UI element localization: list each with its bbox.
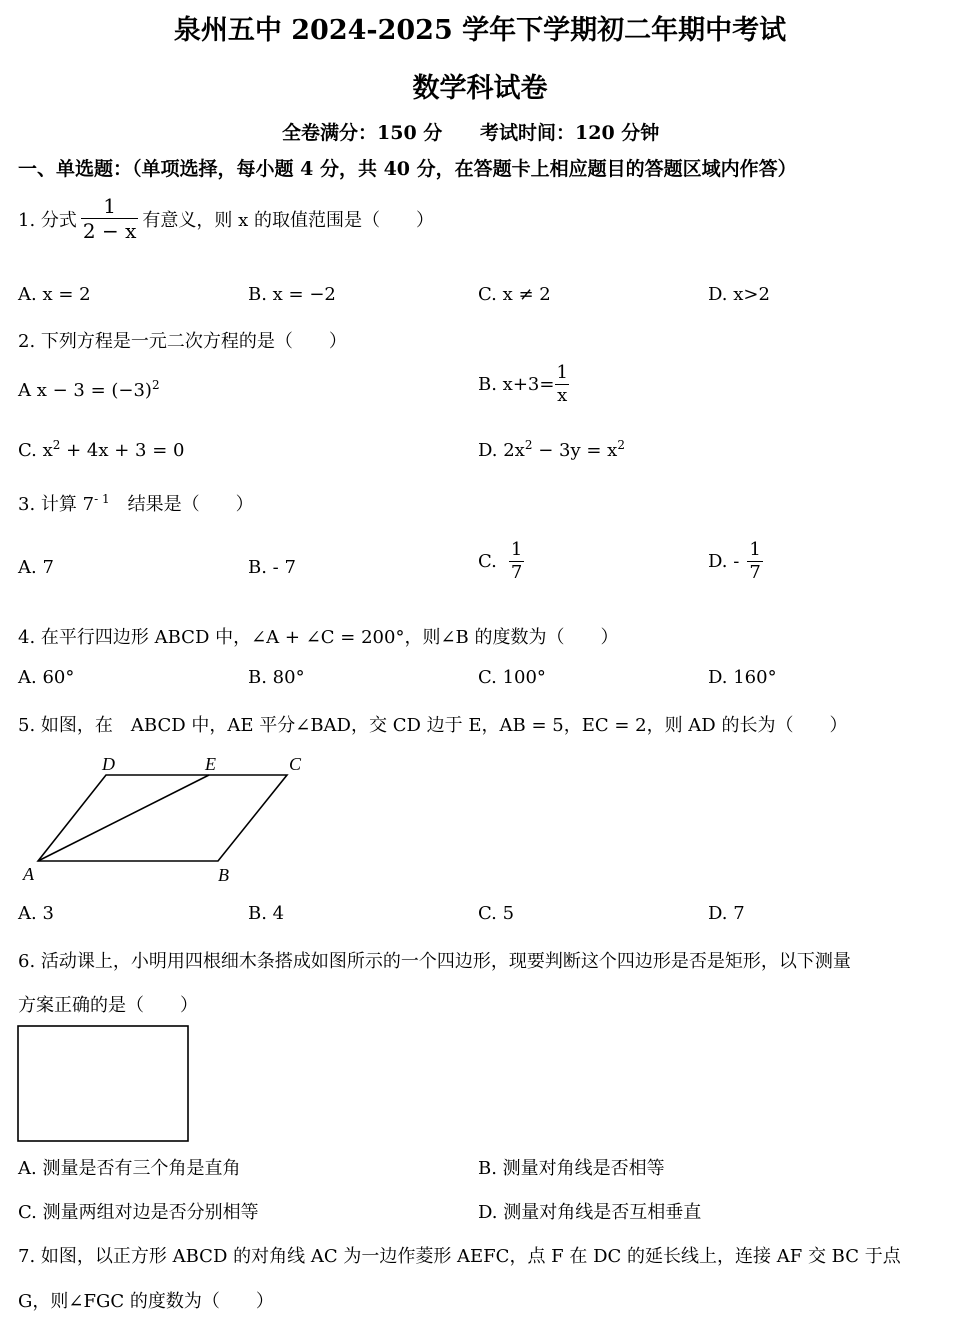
parallelogram-figure <box>10 748 330 888</box>
q2-a-sup: 2 <box>151 378 160 392</box>
q3-c-label: C. <box>478 551 497 572</box>
q2-option-a[interactable] <box>18 378 160 401</box>
label-b: B <box>218 865 229 885</box>
q2-b-num: 1 <box>556 362 568 383</box>
subject-title: 数学科试卷 <box>412 73 548 104</box>
q6-option-b[interactable]: B. 测量对角线是否相等 <box>478 1158 665 1179</box>
q2-d-sup1: 2 <box>524 438 533 452</box>
q2-option-d[interactable] <box>478 438 625 461</box>
q5-option-c[interactable]: C. 5 <box>478 903 515 924</box>
section-heading: 一、单选题：（单项选择，每小题 4 分，共 40 分，在答题卡上相应题目的答题区域内作答） <box>18 158 797 180</box>
question-6-line1: 6. 活动课上，小明用四根细木条搭成如图所示的一个四边形，现要判断这个四边形是否是矩形，以下测量 <box>18 951 851 972</box>
q3-d-label: D. - <box>708 551 740 572</box>
label-a: A <box>23 864 34 884</box>
label-c: C <box>289 754 302 774</box>
q2-b-den: x <box>557 385 568 406</box>
q3-d-num: 1 <box>749 539 761 560</box>
q5-option-a[interactable]: A. 3 <box>18 903 54 924</box>
q2-d-sup2: 2 <box>617 438 625 452</box>
label-e: E <box>205 754 216 774</box>
q5-option-d[interactable]: D. 7 <box>708 903 745 924</box>
q4-option-d[interactable]: D. 160° <box>708 667 777 688</box>
question-3 <box>18 490 254 516</box>
q3-post: 结果是（ ） <box>109 494 254 515</box>
q4-option-c[interactable]: C. 100° <box>478 667 546 688</box>
q2-d-mid: − 3y = x <box>532 440 618 461</box>
q1-frac-num: 1 <box>103 194 117 218</box>
q2-a-text: A x − 3 = (−3) <box>18 380 152 401</box>
q3-c-fraction <box>509 541 524 582</box>
q3-d-fraction <box>747 541 762 582</box>
q2-b-fraction <box>554 364 569 405</box>
q2-d-text: D. 2x <box>478 440 525 461</box>
time-info: 考试时间：120 分钟 <box>480 122 660 144</box>
q6-option-c[interactable]: C. 测量两组对边是否分别相等 <box>18 1202 259 1223</box>
score-info: 全卷满分：150 分 <box>282 122 443 144</box>
q1-post: 有意义，则 x 的取值范围是（ ） <box>142 209 434 231</box>
q2-option-b[interactable] <box>478 364 570 405</box>
q5-option-b[interactable]: B. 4 <box>248 903 285 924</box>
q3-option-d[interactable] <box>708 541 763 582</box>
q1-option-a[interactable]: A. x = 2 <box>18 284 91 305</box>
question-2: 2. 下列方程是一元二次方程的是（ ） <box>18 331 347 352</box>
quadrilateral-figure <box>16 1024 191 1144</box>
q1-option-c[interactable]: C. x ≠ 2 <box>478 284 551 305</box>
q6-option-a[interactable]: A. 测量是否有三个角是直角 <box>18 1158 241 1179</box>
question-6-line2: 方案正确的是（ ） <box>18 995 198 1016</box>
q3-sup: - 1 <box>94 492 110 506</box>
label-d: D <box>102 754 115 774</box>
q1-frac-den: 2 − x <box>82 219 137 243</box>
q2-c-sup: 2 <box>52 438 61 452</box>
q1-option-d[interactable]: D. x>2 <box>708 284 770 305</box>
q1-option-b[interactable]: B. x = −2 <box>248 284 336 305</box>
q6-option-d[interactable]: D. 测量对角线是否互相垂直 <box>478 1202 702 1223</box>
q4-option-a[interactable]: A. 60° <box>18 667 75 688</box>
question-1 <box>18 196 434 241</box>
q3-option-a[interactable]: A. 7 <box>18 557 54 578</box>
q3-option-b[interactable]: B. - 7 <box>248 557 296 578</box>
exam-title: 泉州五中 2024-2025 学年下学期初二年期中考试 <box>173 15 787 46</box>
question-4: 4. 在平行四边形 ABCD 中，∠A + ∠C = 200°，则∠B 的度数为（ ） <box>18 627 619 648</box>
question-7-line2: G，则∠FGC 的度数为（ ） <box>18 1291 274 1312</box>
q1-fraction <box>81 196 138 241</box>
q3-option-c[interactable] <box>478 541 524 582</box>
q3-c-num: 1 <box>510 539 523 560</box>
q3-pre: 3. 计算 7 <box>18 494 95 515</box>
q3-d-den: 7 <box>749 562 761 583</box>
question-5: 5. 如图，在 ABCD 中，AE 平分∠BAD，交 CD 边于 E，AB = 5，EC = 2，则 AD 的长为（ ） <box>18 715 848 736</box>
q4-option-b[interactable]: B. 80° <box>248 667 305 688</box>
question-7-line1: 7. 如图，以正方形 ABCD 的对角线 AC 为一边作菱形 AEFC，点 F 在 DC 的延长线上，连接 AF 交 BC 于点 <box>18 1246 901 1267</box>
q2-c-text: C. x <box>18 440 53 461</box>
q2-b-text: B. x+3= <box>478 374 555 395</box>
q2-c-post: + 4x + 3 = 0 <box>60 440 185 461</box>
q2-option-c[interactable] <box>18 438 184 461</box>
q1-pre: 1. 分式 <box>18 209 77 231</box>
q3-c-den: 7 <box>510 562 523 583</box>
